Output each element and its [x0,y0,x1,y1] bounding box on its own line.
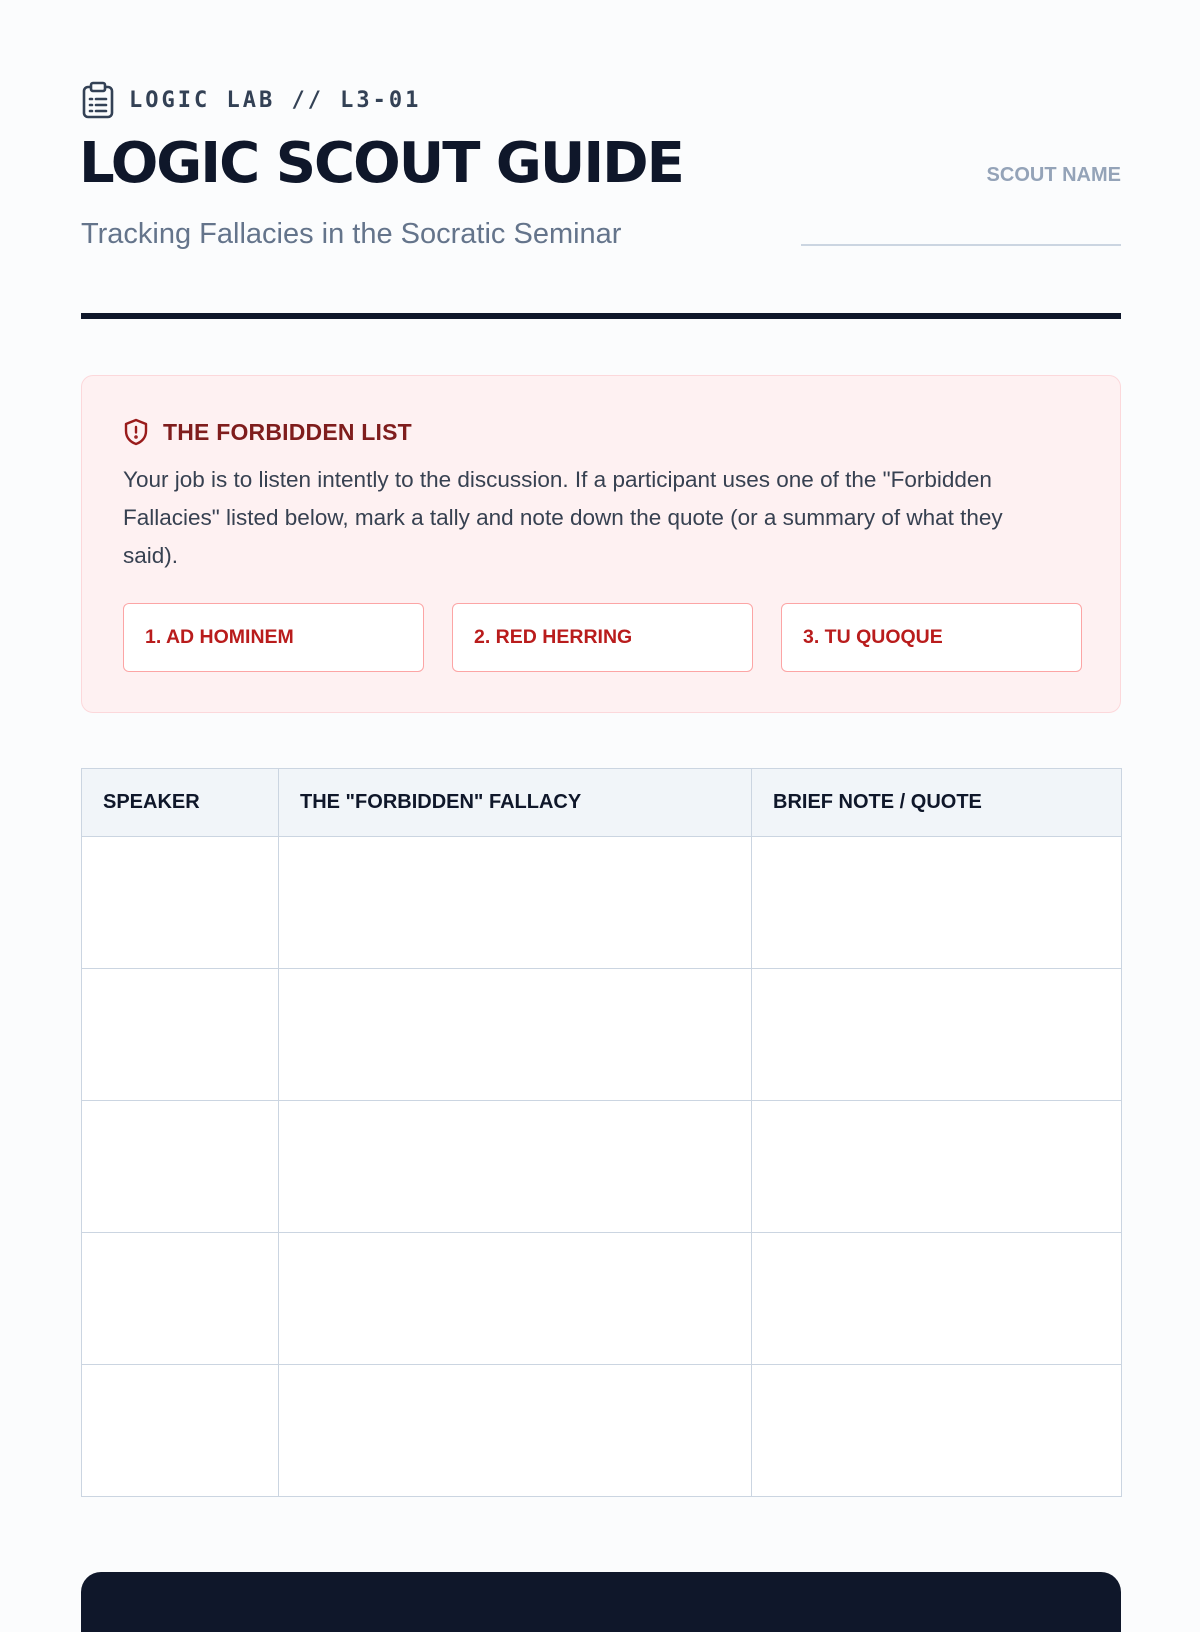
fallacy-cell[interactable] [279,1101,752,1233]
column-header-fallacy: THE "FORBIDDEN" FALLACY [279,769,752,837]
fallacy-chip: 3. TU QUOQUE [781,603,1082,672]
speaker-cell[interactable] [82,969,279,1101]
speaker-cell[interactable] [82,1233,279,1365]
forbidden-list-header [123,418,412,446]
clipboard-list-icon [81,81,115,119]
speaker-cell[interactable] [82,837,279,969]
fallacy-chip: 2. RED HERRING [452,603,753,672]
note-cell[interactable] [752,837,1122,969]
scout-name-field[interactable] [801,244,1121,246]
scout-name-label: SCOUT NAME [986,164,1121,186]
table-row [82,1101,1122,1233]
table-row [82,837,1122,969]
footer-bar [81,1572,1121,1632]
column-header-speaker: SPEAKER [82,769,279,837]
table-row [82,969,1122,1101]
forbidden-list-description: Your job is to listen intently to the discussion. If a participant uses one of the "Forbidden Fallacies" listed below, mark a tally and note down the quote (or a summary of what they said). [123,467,1003,568]
page-subtitle: Tracking Fallacies in the Socratic Seminar [81,218,622,250]
table-row [82,1365,1122,1497]
fallacy-chips [123,603,1082,672]
forbidden-list-title: THE FORBIDDEN LIST [163,418,412,445]
fallacy-cell[interactable] [279,969,752,1101]
table-header-row [82,769,1122,837]
note-cell[interactable] [752,1101,1122,1233]
header-divider [81,313,1121,319]
fallacy-cell[interactable] [279,1233,752,1365]
page-title: LOGIC SCOUT GUIDE [79,131,683,196]
fallacy-chip: 1. AD HOMINEM [123,603,424,672]
shield-alert-icon [123,418,149,446]
eyebrow [81,81,421,119]
speaker-cell[interactable] [82,1365,279,1497]
lesson-code: LOGIC LAB // L3-01 [129,87,422,113]
note-cell[interactable] [752,969,1122,1101]
fallacy-cell[interactable] [279,837,752,969]
note-cell[interactable] [752,1233,1122,1365]
forbidden-list-card [81,375,1121,713]
speaker-cell[interactable] [82,1101,279,1233]
note-cell[interactable] [752,1365,1122,1497]
table-row [82,1233,1122,1365]
fallacy-cell[interactable] [279,1365,752,1497]
fallacy-log-table [81,768,1122,1497]
column-header-note: BRIEF NOTE / QUOTE [752,769,1122,837]
